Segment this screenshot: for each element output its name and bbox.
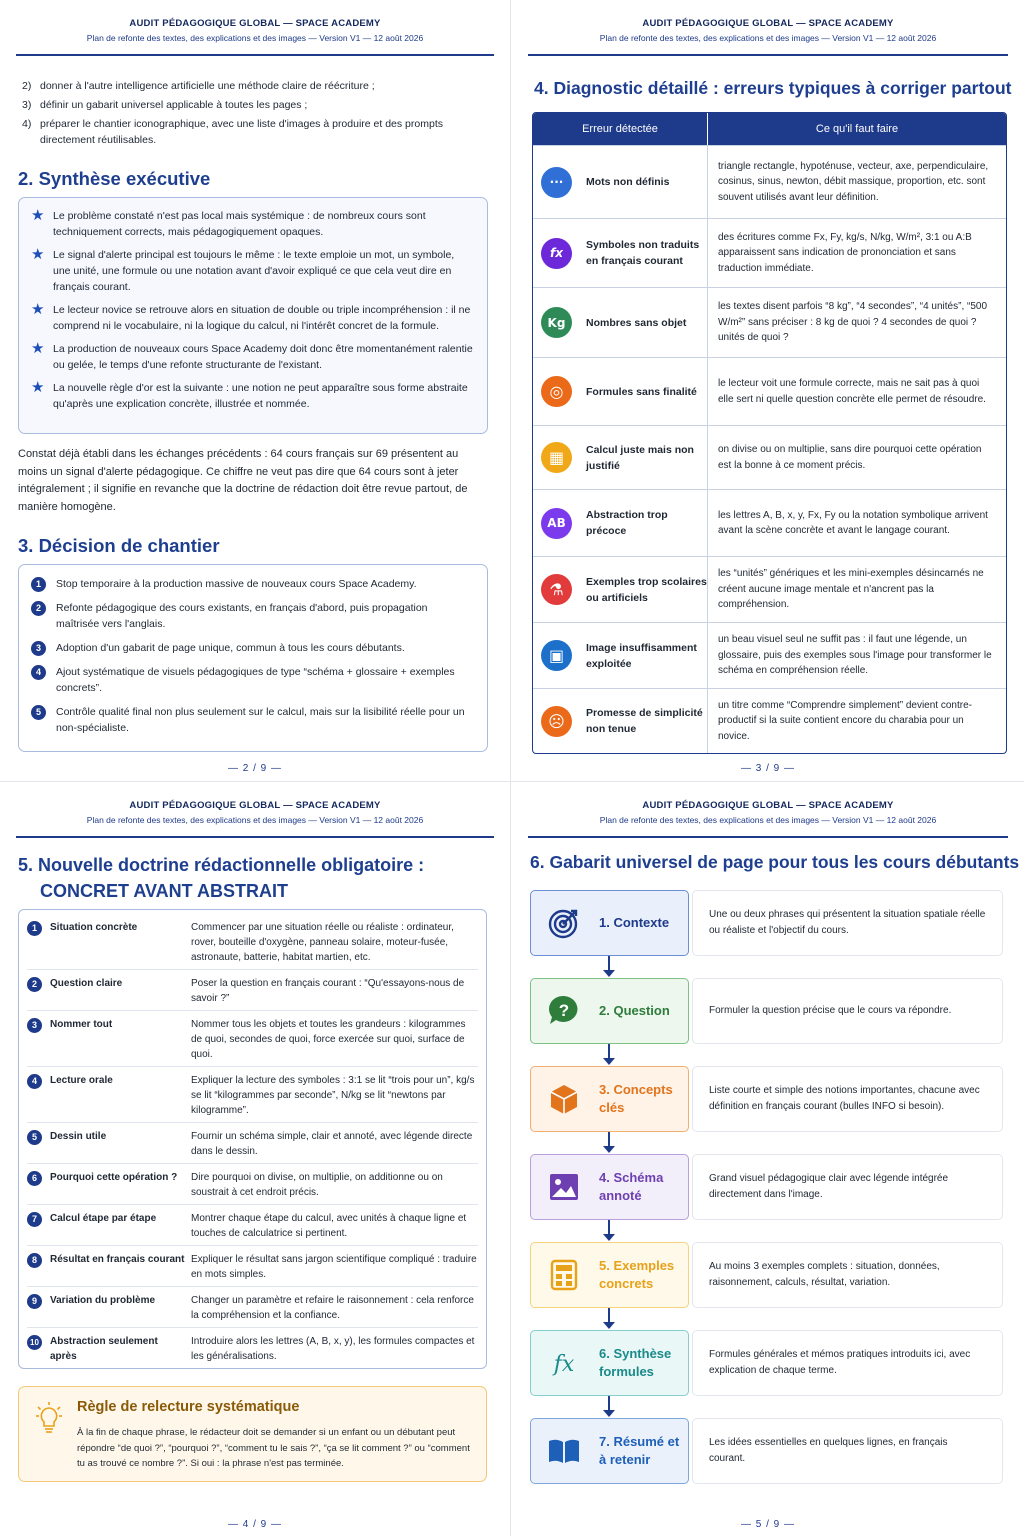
doctrine-description: Commencer par une situation réelle ou réaliste : ordinateur, rover, bouteille d'oxygène, panneau solaire, moteur-fusée, astronaute, batterie, habitat martien, etc. (191, 922, 454, 963)
page-number: — 2 / 9 — (227, 763, 282, 774)
flask-icon: ⚗ (541, 574, 572, 605)
doctrine-label: Calcul étape par étape (50, 1213, 157, 1224)
target-icon: ◎ (541, 376, 572, 407)
step-label: 2. Question (599, 1003, 670, 1018)
calculator-icon (547, 1258, 581, 1292)
doctrine-description: Dire pourquoi on divise, on multiplie, on additionne ou on soustrait à cet endroit précis. (191, 1172, 443, 1198)
doctrine-row (27, 1246, 478, 1287)
fix-description: les lettres A, B, x, y, Fx, Fy ou la notation symbolique arrivent avant la scène concrète et avant le langage courant. (718, 509, 988, 536)
column-header: Erreur détectée (533, 113, 708, 145)
section-title: 6. Gabarit universel de page pour tous les cours débutants (530, 852, 1020, 872)
cube-icon (547, 1082, 581, 1116)
step-label: 5. Exemples concrets (599, 1258, 675, 1291)
doctrine-description: Introduire alors les lettres (A, B, x, y), les formules compactes et les généralisations. (191, 1336, 475, 1362)
table-row (533, 218, 1006, 287)
page-number: — 4 / 9 — (227, 1519, 282, 1530)
doctrine-row (27, 1164, 478, 1205)
fx-icon: fx (541, 238, 572, 269)
header-title: AUDIT PÉDAGOGIQUE GLOBAL — SPACE ACADEMY (642, 18, 894, 29)
header-subtitle: Plan de refonte des textes, des explications et des images — Version V1 — 12 août 2026 (86, 815, 424, 825)
table-row (533, 357, 1006, 425)
doctrine-description: Expliquer la lecture des symboles : 3:1 se lit “trois pour un”, kg/s se lit “kilogrammes par seconde”, N/kg se lit “newtons par kilogramme”. (191, 1075, 475, 1116)
error-label: Nombres sans objet (586, 316, 687, 329)
header-title: AUDIT PÉDAGOGIQUE GLOBAL — SPACE ACADEMY (642, 800, 894, 811)
page-header (528, 18, 1008, 56)
template-step (530, 1066, 689, 1132)
step-description: Au moins 3 exemples complets : situation, données, raisonnement, calculs, résultat, variation. (692, 1242, 1003, 1308)
error-label: Abstraction trop précoce (586, 509, 668, 537)
fix-description: des écritures comme Fx, Fy, kg/s, N/kg, W/m², 3:1 ou A:B apparaissent sans indication de prononciation et sans traduction immédiate. (718, 231, 972, 274)
rule-title: Règle de relecture systématique (77, 1399, 300, 1415)
section-title: 4. Diagnostic détaillé : erreurs typiques à corriger partout (534, 78, 1012, 98)
flow-arrow (608, 1396, 610, 1411)
doctrine-row (27, 1067, 478, 1123)
step-number: 10 (27, 1335, 42, 1350)
doctrine-description: Montrer chaque étape du calcul, avec unités à chaque ligne et touches de calculatrice si pertinent. (191, 1213, 467, 1239)
ab-letters-icon: AB (541, 508, 572, 539)
step-number: 2 (27, 977, 42, 992)
lightbulb-icon (35, 1401, 63, 1435)
page-header (16, 18, 494, 56)
svg-text:?: ? (558, 1001, 570, 1020)
list-item: ★ La nouvelle règle d'or est la suivante : une notion ne peut apparaître sous forme abstraite qu'après une explication concrète, illustrée et nommée. (31, 379, 468, 410)
error-label: Promesse de simplicité non tenue (586, 707, 703, 735)
step-description: Formuler la question précise que le cours va répondre. (692, 978, 1003, 1044)
book-icon (547, 1434, 581, 1468)
doctrine-row (27, 1287, 478, 1328)
header-title: AUDIT PÉDAGOGIQUE GLOBAL — SPACE ACADEMY (129, 800, 381, 811)
fix-description: un beau visuel seul ne suffit pas : il faut une légende, un glossaire, puis des exemples sous l'image pour transformer le schéma en compréhension réelle. (718, 634, 992, 677)
doctrine-row (27, 1205, 478, 1246)
objectives-list (22, 78, 482, 151)
review-rule-box (18, 1386, 487, 1482)
doctrine-description: Fournir un schéma simple, clair et annoté, avec légende directe dans le dessin. (191, 1131, 473, 1157)
list-item: 3) définir un gabarit universel applicable à toutes les pages ; (22, 99, 308, 111)
kg-icon: Kg (541, 307, 572, 338)
page-5 (512, 782, 1024, 1536)
step-description: Grand visuel pédagogique clair avec légende intégrée directement dans l'image. (692, 1154, 1003, 1220)
doctrine-label: Nommer tout (50, 1019, 113, 1030)
step-number: 5 (27, 1130, 42, 1145)
template-step (530, 1418, 689, 1484)
step-number: 6 (27, 1171, 42, 1186)
table-row (533, 556, 1006, 622)
step-number: 8 (27, 1253, 42, 1268)
page-separator-vertical (510, 0, 511, 1536)
template-step (530, 1330, 689, 1396)
flow-arrow (608, 956, 610, 971)
star-icon: ★ (31, 340, 45, 357)
column-header: Ce qu'il faut faire (815, 123, 899, 135)
list-item: 4) préparer le chantier iconographique, avec une liste d'images à produire et des prompts directement réutilisables. (22, 118, 443, 146)
section-title: 5. Nouvelle doctrine rédactionnelle obligatoire : CONCRET AVANT ABSTRAIT (18, 855, 425, 901)
diagnostic-table (532, 112, 1007, 754)
page-2 (0, 0, 510, 780)
rule-text: À la fin de chaque phrase, le rédacteur doit se demander si un enfant ou un débutant peut répondre “de quoi ?”, “pourquoi ?”, “comment tu le sais ?”, “ça se lit comment ?” ou “comment tu as trouvé ce nombre ?”. Si oui : la phrase n'est pas terminée. (77, 1427, 470, 1469)
step-label: 4. Schéma annoté (599, 1170, 664, 1203)
calculator-icon: ▦ (541, 442, 572, 473)
fix-description: le lecteur voit une formule correcte, mais ne sait pas à quoi elle sert ni quelle question concrète elle permet de résoudre. (718, 378, 986, 405)
page-header (528, 800, 1008, 838)
doctrine-label: Question claire (50, 978, 123, 989)
image-icon: ▣ (541, 640, 572, 671)
step-number: 1 (27, 921, 42, 936)
table-row (533, 489, 1006, 556)
error-label: Formules sans finalité (586, 385, 697, 398)
summary-box (18, 197, 488, 434)
doctrine-label: Situation concrète (50, 922, 138, 933)
target-icon (547, 906, 581, 940)
speech-bubble-icon: ··· (541, 167, 572, 198)
header-subtitle: Plan de refonte des textes, des explications et des images — Version V1 — 12 août 2026 (599, 815, 937, 825)
fx-icon (547, 1346, 581, 1380)
star-icon: ★ (31, 301, 45, 318)
step-label: 7. Résumé et à retenir (599, 1434, 680, 1467)
fix-description: on divise ou on multiplie, sans dire pourquoi cette opération est la bonne à ce moment précis. (718, 444, 982, 471)
doctrine-description: Nommer tous les objets et toutes les grandeurs : kilogrammes de quoi, secondes de quoi, force exercée sur quoi, surface de quoi. (191, 1019, 466, 1060)
page-4 (0, 782, 510, 1536)
decision-box (18, 564, 488, 752)
step-label: 6. Synthèse formules (599, 1346, 672, 1379)
header-title: AUDIT PÉDAGOGIQUE GLOBAL — SPACE ACADEMY (129, 18, 381, 29)
section-title: 2. Synthèse exécutive (18, 168, 211, 189)
table-row (533, 688, 1006, 753)
flow-arrow (608, 1132, 610, 1147)
error-label: Image insuffisamment exploitée (586, 641, 697, 670)
step-description: Les idées essentielles en quelques lignes, en français courant. (692, 1418, 1003, 1484)
list-item: 1 Stop temporaire à la production massive de nouveaux cours Space Academy. (31, 576, 473, 592)
fix-description: les “unités” génériques et les mini-exemples désincarnés ne créent aucune image mentale et n'ancrent pas la compréhension. (718, 568, 984, 611)
doctrine-row (27, 1328, 478, 1368)
list-item: 5 Contrôle qualité final non plus seulement sur le calcul, mais sur la lisibilité réelle pour un non-spécialiste. (31, 704, 473, 736)
list-item: ★ La production de nouveaux cours Space Academy doit donc être momentanément ralentie ou gelée, le temps d'une refonte structurante de l'existant. (31, 340, 473, 371)
section-title: 3. Décision de chantier (18, 535, 220, 556)
doctrine-label: Abstraction seulement après (50, 1336, 158, 1362)
error-label: Symboles non traduits en français courant (586, 239, 700, 267)
doctrine-row (27, 914, 478, 970)
template-step (530, 1242, 689, 1308)
error-label: Exemples trop scolaires ou artificiels (586, 575, 707, 604)
flow-arrow (608, 1308, 610, 1323)
star-icon: ★ (31, 379, 45, 396)
step-description: Une ou deux phrases qui présentent la situation spatiale réelle ou réaliste et l'objectif du cours. (692, 890, 1003, 956)
question-icon (547, 994, 581, 1028)
list-item: 3 Adoption d'un gabarit de page unique, commun à tous les cours débutants. (31, 640, 473, 656)
doctrine-description: Expliquer le résultat sans jargon scientifique compliqué : traduire en mots simples. (191, 1254, 477, 1280)
list-item: 2 Refonte pédagogique des cours existants, en français d'abord, puis propagation maîtrisée vers l'anglais. (31, 600, 473, 632)
header-subtitle: Plan de refonte des textes, des explications et des images — Version V1 — 12 août 2026 (86, 33, 424, 43)
step-description: Formules générales et mémos pratiques introduits ici, avec explication de chaque terme. (692, 1330, 1003, 1396)
step-label: 1. Contexte (599, 915, 670, 930)
doctrine-label: Variation du problème (50, 1295, 156, 1306)
template-step (530, 978, 689, 1044)
doctrine-label: Pourquoi cette opération ? (50, 1172, 178, 1183)
star-icon: ★ (31, 246, 45, 263)
image-icon (547, 1170, 581, 1204)
doctrine-row (27, 1123, 478, 1164)
fix-description: les textes disent parfois “8 kg”, “4 secondes”, “4 unités”, “500 W/m²” sans préciser : 8 kg de quoi ? 4 secondes de quoi ? unités de quoi ? (718, 301, 988, 344)
star-icon: ★ (31, 207, 45, 224)
table-header (533, 113, 1006, 145)
list-item: ★ Le problème constaté n'est pas local mais systémique : de nombreux cours sont techniquement corrects, mais pédagogiquement opaques. (31, 207, 426, 238)
doctrine-label: Dessin utile (50, 1131, 107, 1142)
page-number: — 5 / 9 — (740, 1519, 795, 1530)
step-number: 4 (27, 1074, 42, 1089)
table-row (533, 425, 1006, 489)
list-item: 4 Ajout systématique de visuels pédagogiques de type “schéma + glossaire + exemples concrets”. (31, 664, 473, 696)
list-item: ★ Le signal d'alerte principal est toujours le même : le texte emploie un mot, un symbole, une unité, une formule ou une notation avant d'avoir expliqué ce que cela veut dire en français courant. (31, 246, 455, 293)
doctrine-row (27, 1011, 478, 1067)
doctrine-label: Lecture orale (50, 1075, 113, 1086)
doctrine-label: Résultat en français courant (50, 1254, 185, 1265)
list-item: ★ Le lecteur novice se retrouve alors en situation de double ou triple incompréhension : il ne comprend ni le vocabulaire, ni la logique du calcul, ni l'intérêt concret de la formule. (31, 301, 471, 332)
doctrine-table (18, 909, 487, 1369)
doctrine-description: Poser la question en français courant : “Qu'essayons-nous de savoir ?” (191, 978, 465, 1004)
error-label: Calcul juste mais non justifié (586, 443, 694, 472)
step-number: 3 (27, 1018, 42, 1033)
fix-description: un titre comme “Comprendre simplement” devient contre-productif si la suite contient encore du charabia pour un novice. (718, 699, 972, 742)
page-3 (512, 0, 1024, 780)
doctrine-description: Changer un paramètre et refaire le raisonnement : cela renforce la compréhension et la confiance. (191, 1295, 474, 1321)
step-description: Liste courte et simple des notions importantes, chacune avec définition en français courant (bulles INFO si besoin). (692, 1066, 1003, 1132)
table-row (533, 287, 1006, 357)
table-row (533, 145, 1006, 218)
page-header (16, 800, 494, 838)
doctrine-row (27, 970, 478, 1011)
page-number: — 3 / 9 — (740, 763, 795, 774)
fix-description: triangle rectangle, hypoténuse, vecteur, axe, perpendiculaire, cosinus, sinus, newton, débit massique, proportion, etc. sont souvent utilisés avant leur définition. (718, 160, 989, 203)
list-item: 2) donner à l'autre intelligence artificielle une méthode claire de réécriture ; (22, 80, 375, 92)
step-number: 7 (27, 1212, 42, 1227)
flow-arrow (608, 1220, 610, 1235)
step-number: 9 (27, 1294, 42, 1309)
template-step (530, 1154, 689, 1220)
svg-text:fx: fx (553, 1352, 575, 1377)
flow-arrow (608, 1044, 610, 1059)
step-label: 3. Concepts clés (599, 1082, 673, 1115)
sad-face-icon: ☹ (541, 706, 572, 737)
paragraph: Constat déjà établi dans les échanges précédents : 64 cours français sur 69 présentent au moins un signal d'alerte pédagogique. Ce chiffre ne veut pas dire que 64 cours sont à jeter intégralement ; il signifie en revanche que la doctrine de rédaction doit être revue partout, de manière homogène. (18, 448, 468, 513)
header-subtitle: Plan de refonte des textes, des explications et des images — Version V1 — 12 août 2026 (599, 33, 937, 43)
table-row (533, 622, 1006, 688)
error-label: Mots non définis (586, 176, 670, 188)
template-step (530, 890, 689, 956)
